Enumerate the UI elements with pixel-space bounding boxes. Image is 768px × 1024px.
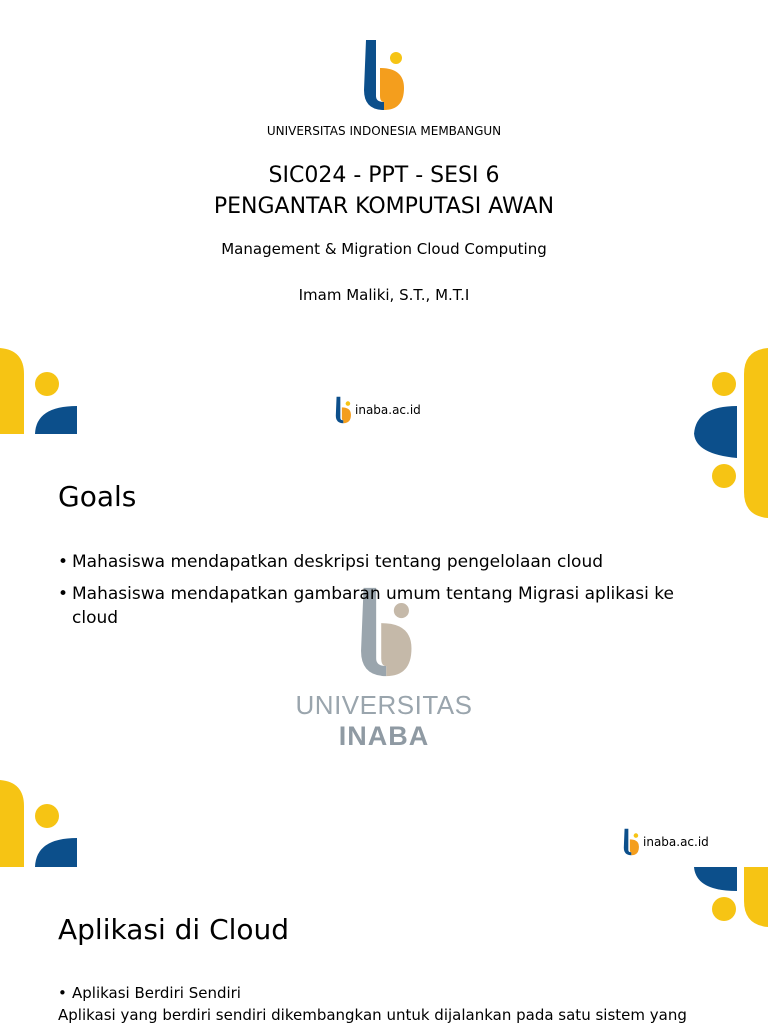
slide-title-line2: PENGANTAR KOMPUTASI AWAN (213, 194, 555, 219)
goal-item: • Mahasiswa mendapatkan deskripsi tentang pengelolaan cloud (58, 550, 698, 574)
inaba-small-logo-icon (622, 828, 640, 856)
decor-left-shapes (0, 780, 80, 867)
goal-item: • Mahasiswa mendapatkan gambaran umum tentang Migrasi aplikasi ke cloud (58, 582, 698, 630)
website-footer (622, 828, 709, 856)
aplikasi-item: • Aplikasi Berdiri Sendiri (58, 983, 241, 1003)
slide-subtitle: Management & Migration Cloud Computing (221, 240, 547, 258)
slide-aplikasi (0, 867, 768, 1024)
slide-heading: Goals (58, 480, 137, 513)
body-text: Aplikasi yang berdiri sendiri dikembangkan untuk dijalankan pada satu sistem yang (58, 1006, 687, 1024)
website-text: inaba.ac.id (355, 403, 421, 417)
inaba-logo-icon (360, 38, 406, 112)
inaba-small-logo-icon (334, 396, 352, 424)
watermark-universitas: UNIVERSITAS (295, 690, 473, 720)
slide-goals (0, 434, 768, 867)
watermark-inaba: INABA (338, 721, 430, 751)
university-name: UNIVERSITAS INDONESIA MEMBANGUN (266, 124, 502, 138)
slide-title-line1: SIC024 - PPT - SESI 6 (268, 163, 500, 188)
decor-right-shapes (690, 348, 768, 434)
decor-left-shapes (0, 348, 80, 434)
aplikasi-list (58, 983, 241, 1003)
decor-right-top-shapes (690, 867, 768, 927)
slide-title (0, 0, 768, 434)
slide-heading: Aplikasi di Cloud (58, 913, 290, 946)
goals-list (58, 550, 698, 630)
website-text: inaba.ac.id (643, 835, 709, 849)
website-footer (334, 396, 421, 424)
author-name: Imam Maliki, S.T., M.T.I (298, 286, 470, 304)
decor-right-top-shapes (690, 434, 768, 518)
